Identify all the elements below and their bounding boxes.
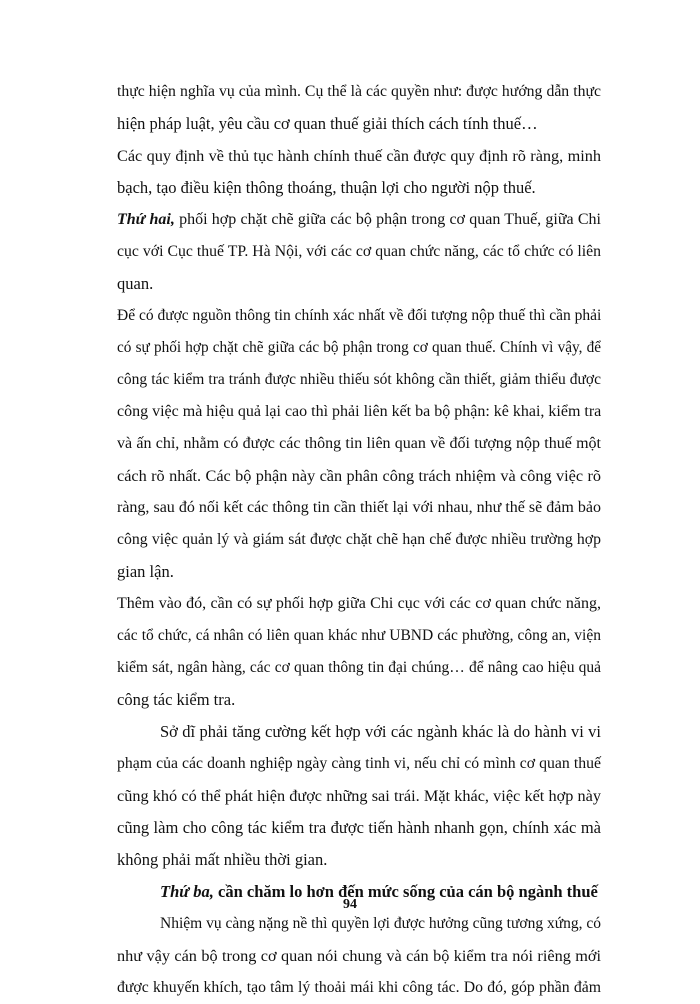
text-line: và ấn chỉ, nhằm có được các thông tin liên quan về đối tượng nộp thuế một <box>117 435 601 452</box>
text-line: không phải mất nhiều thời gian. <box>117 850 328 869</box>
text-line: hiện pháp luật, yêu cầu cơ quan thuế giải thích cách tính thuế… <box>117 114 538 133</box>
text-line: như vậy cán bộ trong cơ quan nói chung và cán bộ kiểm tra nói riêng mới <box>117 947 601 965</box>
section-lead: Thứ ba, <box>160 882 214 901</box>
text-line: quan. <box>117 274 154 293</box>
text-line: gian lận. <box>117 562 174 581</box>
text-line: thực hiện nghĩa vụ của mình. Cụ thể là các quyền như: được hướng dẫn thực <box>117 83 601 100</box>
text-line: công việc quản lý và giám sát được chặt chẽ hạn chế được nhiều trường hợp <box>117 531 601 548</box>
text-line: công tác kiểm tra tránh được nhiều thiếu sót không cần thiết, giảm thiểu được <box>117 371 601 388</box>
section-lead-text: phối hợp chặt chẽ giữa các bộ phận trong cơ quan Thuế, giữa Chi <box>174 211 601 228</box>
text-line: cũng khó có thể phát hiện được những sai trái. Mặt khác, việc kết hợp này <box>117 787 601 805</box>
text-line: cũng làm cho công tác kiểm tra được tiến hành nhanh gọn, chính xác mà <box>117 818 601 837</box>
section-lead-text: cần chăm lo hơn đến mức sống của cán bộ ngành thuế <box>213 882 598 901</box>
text-line: được khuyến khích, tạo tâm lý thoải mái khi công tác. Do đó, góp phần đảm <box>117 979 601 996</box>
text-line: công tác kiểm tra. <box>117 690 236 709</box>
text-line: Sở dĩ phải tăng cường kết hợp với các ngành khác là do hành vi vi <box>160 722 601 741</box>
section-lead: Thứ hai, <box>117 211 175 228</box>
text-line: ràng, sau đó nối kết các thông tin cần thiết lại với nhau, như thế sẽ đảm bảo <box>117 499 601 516</box>
text-line: Nhiệm vụ càng nặng nề thì quyền lợi được hưởng cũng tương xứng, có <box>160 915 601 932</box>
text-line: phạm của các doanh nghiệp ngày càng tinh vi, nếu chỉ có mình cơ quan thuế <box>117 755 601 772</box>
text-line: Để có được nguồn thông tin chính xác nhất về đối tượng nộp thuế thì cần phải <box>117 307 602 324</box>
text-line: kiểm sát, ngân hàng, các cơ quan thông tin đại chúng… để nâng cao hiệu quả <box>117 659 601 676</box>
text-line: cục với Cục thuế TP. Hà Nội, với các cơ quan chức năng, các tổ chức có liên <box>117 243 601 260</box>
text-line: bạch, tạo điều kiện thông thoáng, thuận lợi cho người nộp thuế. <box>117 178 536 197</box>
text-line: Thêm vào đó, cần có sự phối hợp giữa Chi cục với các cơ quan chức năng, <box>117 595 601 612</box>
text-line: cách rõ nhất. Các bộ phận này cần phân công trách nhiệm và công việc rõ <box>117 467 601 485</box>
text-line: Các quy định về thủ tục hành chính thuế cần được quy định rõ ràng, minh <box>117 147 601 165</box>
section-lead-line <box>117 204 601 236</box>
body-text <box>117 76 601 1004</box>
text-line: công việc mà hiệu quả lại cao thì phải liên kết ba bộ phận: kê khai, kiểm tra <box>117 403 602 420</box>
text-line: có sự phối hợp chặt chẽ giữa các bộ phận trong cơ quan thuế. Chính vì vậy, để <box>117 339 601 356</box>
text-line: các tổ chức, cá nhân có liên quan khác như UBND các phường, công an, viện <box>117 627 601 644</box>
page-number: 94 <box>343 897 357 912</box>
